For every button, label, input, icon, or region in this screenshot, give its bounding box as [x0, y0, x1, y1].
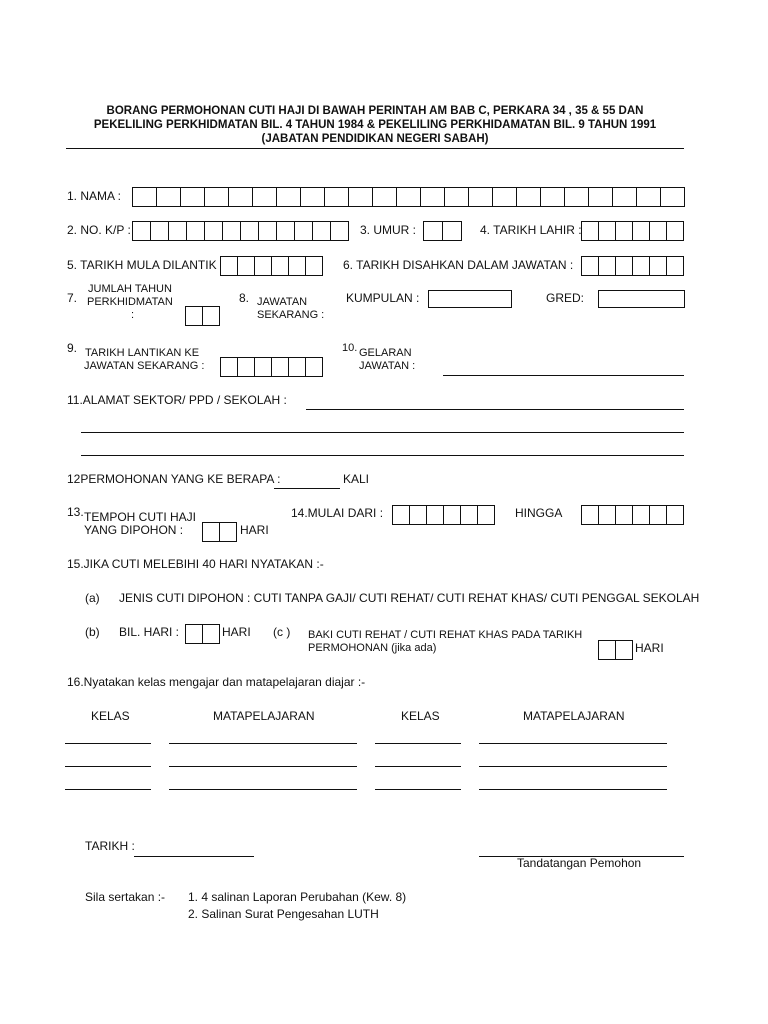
- character-box[interactable]: [421, 187, 445, 207]
- character-box[interactable]: [169, 221, 187, 241]
- address-label: 11.ALAMAT SEKTOR/ PPD / SEKOLAH :: [67, 393, 287, 407]
- post-title-number: 10.: [342, 342, 358, 354]
- character-box[interactable]: [410, 505, 427, 525]
- character-box[interactable]: [517, 187, 541, 207]
- days-count-label: BIL. HARI :: [119, 625, 180, 639]
- character-box[interactable]: [259, 221, 277, 241]
- character-box[interactable]: [133, 187, 157, 207]
- leave-balance-input-boxes[interactable]: [598, 640, 633, 660]
- over-40-days-label: 15.JIKA CUTI MELEBIHI 40 HARI NYATAKAN :-: [67, 557, 324, 571]
- character-box[interactable]: [461, 505, 478, 525]
- character-box[interactable]: [650, 221, 667, 241]
- character-box[interactable]: [221, 357, 238, 377]
- character-box[interactable]: [306, 357, 323, 377]
- character-box[interactable]: [255, 357, 272, 377]
- character-box[interactable]: [223, 221, 241, 241]
- birth-date-label: 4. TARIKH LAHIR :: [480, 223, 582, 237]
- service-years-number: 7.: [67, 291, 78, 305]
- start-date-input-boxes[interactable]: [392, 505, 495, 525]
- character-box[interactable]: [397, 187, 421, 207]
- character-box[interactable]: [633, 256, 650, 276]
- birth-date-input-boxes[interactable]: [581, 221, 684, 241]
- character-box[interactable]: [238, 256, 255, 276]
- character-box[interactable]: [667, 505, 684, 525]
- address-input-line-2[interactable]: [81, 432, 684, 433]
- post-title-label-bottom: JAWATAN :: [359, 360, 416, 372]
- start-date-label: 14.MULAI DARI :: [291, 506, 384, 520]
- days-count-input-boxes[interactable]: [185, 624, 220, 644]
- class-input-line[interactable]: [65, 766, 151, 767]
- group-input[interactable]: [428, 290, 512, 308]
- leave-type-text: JENIS CUTI DIPOHON : CUTI TANPA GAJI/ CUTI REHAT/ CUTI REHAT KHAS/ CUTI PENGGAL SEKOLAH: [119, 591, 700, 605]
- classes-subjects-label: 16.Nyatakan kelas mengajar dan matapelajaran diajar :-: [67, 675, 366, 689]
- age-label: 3. UMUR :: [360, 223, 417, 237]
- character-box[interactable]: [616, 221, 633, 241]
- character-box[interactable]: [203, 306, 220, 326]
- character-box[interactable]: [205, 187, 229, 207]
- subject-input-line[interactable]: [479, 766, 667, 767]
- post-title-label-top: GELARAN: [359, 347, 412, 359]
- character-box[interactable]: [445, 187, 469, 207]
- date-input-line[interactable]: [134, 856, 254, 857]
- character-box[interactable]: [306, 256, 323, 276]
- class-input-line[interactable]: [65, 789, 151, 790]
- character-box[interactable]: [186, 306, 203, 326]
- title-line-2: PEKELILING PERKHIDMATAN BIL. 4 TAHUN 1984 & PEKELILING PERKHIDAMATAN BIL. 9 TAHUN 1991: [93, 119, 657, 131]
- title-line-3: (JABATAN PENDIDIKAN NEGERI SABAH): [261, 133, 489, 145]
- attachment-item-1: 1. 4 salinan Laporan Perubahan (Kew. 8): [188, 890, 407, 904]
- character-box[interactable]: [424, 221, 443, 241]
- date-label: TARIKH :: [85, 839, 135, 853]
- character-box[interactable]: [633, 505, 650, 525]
- character-box[interactable]: [469, 187, 493, 207]
- character-box[interactable]: [582, 221, 599, 241]
- character-box[interactable]: [289, 357, 306, 377]
- leave-duration-label-bottom: YANG DIPOHON :: [84, 523, 184, 537]
- leave-duration-label-top: TEMPOH CUTI HAJI: [84, 510, 197, 524]
- character-box[interactable]: [277, 187, 301, 207]
- character-box[interactable]: [295, 221, 313, 241]
- subject-input-line[interactable]: [169, 766, 357, 767]
- application-count-label: 12PERMOHONAN YANG KE BERAPA :: [67, 472, 281, 486]
- application-count-suffix: KALI: [343, 472, 370, 486]
- address-input-line-3[interactable]: [81, 455, 684, 456]
- current-post-label-bottom: SEKARANG :: [257, 309, 325, 321]
- leave-balance-number: (c ): [273, 625, 291, 639]
- current-post-date-label-top: TARIKH LANTIKAN KE: [85, 347, 200, 359]
- character-box[interactable]: [301, 187, 325, 207]
- character-box[interactable]: [493, 187, 517, 207]
- character-box[interactable]: [325, 187, 349, 207]
- character-box[interactable]: [181, 187, 205, 207]
- character-box[interactable]: [427, 505, 444, 525]
- title-underline: [66, 148, 684, 149]
- character-box[interactable]: [373, 187, 397, 207]
- application-count-input-line[interactable]: [274, 488, 340, 489]
- character-box[interactable]: [186, 624, 203, 644]
- class-input-line[interactable]: [375, 743, 461, 744]
- attachments-label: Sila sertakan :-: [85, 890, 166, 904]
- name-input-boxes[interactable]: [132, 187, 685, 207]
- character-box[interactable]: [393, 505, 410, 525]
- title-line-1: BORANG PERMOHONAN CUTI HAJI DI BAWAH PERINTAH AM BAB C, PERKARA 34 , 35 & 55 DAN: [106, 105, 644, 117]
- address-input-line-1[interactable]: [306, 409, 684, 410]
- leave-duration-number: 13.: [67, 505, 84, 519]
- character-box[interactable]: [599, 256, 616, 276]
- character-box[interactable]: [253, 187, 277, 207]
- character-box[interactable]: [220, 522, 237, 542]
- appointment-date-label: 5. TARIKH MULA DILANTIK: [67, 258, 217, 272]
- character-box[interactable]: [616, 640, 633, 660]
- character-box[interactable]: [541, 187, 565, 207]
- signature-label: Tandatangan Pemohon: [517, 856, 642, 870]
- character-box[interactable]: [650, 505, 667, 525]
- class-input-line[interactable]: [375, 766, 461, 767]
- character-box[interactable]: [255, 256, 272, 276]
- character-box[interactable]: [289, 256, 306, 276]
- character-box[interactable]: [633, 221, 650, 241]
- character-box[interactable]: [443, 221, 462, 241]
- character-box[interactable]: [616, 505, 633, 525]
- character-box[interactable]: [229, 187, 253, 207]
- character-box[interactable]: [667, 221, 684, 241]
- character-box[interactable]: [272, 256, 289, 276]
- current-post-date-number: 9.: [67, 341, 78, 355]
- character-box[interactable]: [613, 187, 637, 207]
- group-label: KUMPULAN :: [346, 291, 420, 305]
- ic-number-input-boxes[interactable]: [132, 221, 349, 241]
- character-box[interactable]: [272, 357, 289, 377]
- leave-duration-suffix: HARI: [240, 523, 269, 537]
- character-box[interactable]: [277, 221, 295, 241]
- current-post-label-top: JAWATAN: [257, 296, 308, 308]
- character-box[interactable]: [616, 256, 633, 276]
- subject-header-1: MATAPELAJARAN: [213, 709, 315, 723]
- leave-balance-text-bottom: PERMOHONAN (jika ada): [308, 642, 437, 654]
- grade-label: GRED:: [546, 291, 585, 305]
- character-box[interactable]: [203, 522, 220, 542]
- subject-header-2: MATAPELAJARAN: [523, 709, 625, 723]
- attachment-item-2: 2. Salinan Surat Pengesahan LUTH: [188, 907, 379, 921]
- current-post-date-input-boxes[interactable]: [220, 357, 323, 377]
- character-box[interactable]: [599, 640, 616, 660]
- service-years-input-boxes[interactable]: [185, 306, 220, 326]
- character-box[interactable]: [637, 187, 661, 207]
- subject-input-line[interactable]: [169, 789, 357, 790]
- character-box[interactable]: [238, 357, 255, 377]
- character-box[interactable]: [599, 505, 616, 525]
- character-box[interactable]: [241, 221, 259, 241]
- leave-balance-suffix: HARI: [635, 641, 664, 655]
- current-post-number: 8.: [239, 291, 250, 305]
- days-count-number: (b): [85, 625, 100, 639]
- character-box[interactable]: [589, 187, 613, 207]
- confirmation-date-input-boxes[interactable]: [581, 256, 684, 276]
- service-years-label-colon: :: [131, 309, 135, 321]
- character-box[interactable]: [478, 505, 495, 525]
- class-header-2: KELAS: [401, 709, 440, 723]
- character-box[interactable]: [205, 221, 223, 241]
- service-years-label-top: JUMLAH TAHUN: [88, 283, 172, 292]
- appointment-date-input-boxes[interactable]: [220, 256, 323, 276]
- character-box[interactable]: [331, 221, 349, 241]
- character-box[interactable]: [444, 505, 461, 525]
- character-box[interactable]: [203, 624, 220, 644]
- class-header-1: KELAS: [91, 709, 130, 723]
- subject-input-line[interactable]: [479, 789, 667, 790]
- end-date-label: HINGGA: [515, 506, 563, 520]
- character-box[interactable]: [221, 256, 238, 276]
- confirmation-date-label: 6. TARIKH DISAHKAN DALAM JAWATAN :: [343, 258, 574, 272]
- character-box[interactable]: [650, 256, 667, 276]
- character-box[interactable]: [151, 221, 169, 241]
- age-input-boxes[interactable]: [423, 221, 462, 241]
- character-box[interactable]: [599, 221, 616, 241]
- grade-input[interactable]: [598, 290, 685, 308]
- class-input-line[interactable]: [375, 789, 461, 790]
- days-count-suffix: HARI: [222, 625, 251, 639]
- character-box[interactable]: [661, 187, 685, 207]
- form-title: [60, 104, 690, 146]
- leave-balance-text-top: BAKI CUTI REHAT / CUTI REHAT KHAS PADA TARIKH: [308, 629, 583, 641]
- end-date-input-boxes[interactable]: [581, 505, 684, 525]
- character-box[interactable]: [313, 221, 331, 241]
- name-label: 1. NAMA :: [67, 189, 122, 203]
- character-box[interactable]: [667, 256, 684, 276]
- class-input-line[interactable]: [65, 743, 151, 744]
- character-box[interactable]: [582, 256, 599, 276]
- subject-input-line[interactable]: [479, 743, 667, 744]
- subject-input-line[interactable]: [169, 743, 357, 744]
- character-box[interactable]: [582, 505, 599, 525]
- character-box[interactable]: [133, 221, 151, 241]
- ic-number-label: 2. NO. K/P :: [67, 223, 131, 237]
- service-years-label-middle: PERKHIDMATAN: [87, 296, 173, 308]
- character-box[interactable]: [187, 221, 205, 241]
- character-box[interactable]: [565, 187, 589, 207]
- current-post-date-label-bottom: JAWATAN SEKARANG :: [84, 360, 205, 372]
- character-box[interactable]: [157, 187, 181, 207]
- post-title-input-line[interactable]: [443, 375, 684, 376]
- character-box[interactable]: [349, 187, 373, 207]
- leave-type-number: (a): [85, 591, 100, 605]
- leave-duration-input-boxes[interactable]: [202, 522, 237, 542]
